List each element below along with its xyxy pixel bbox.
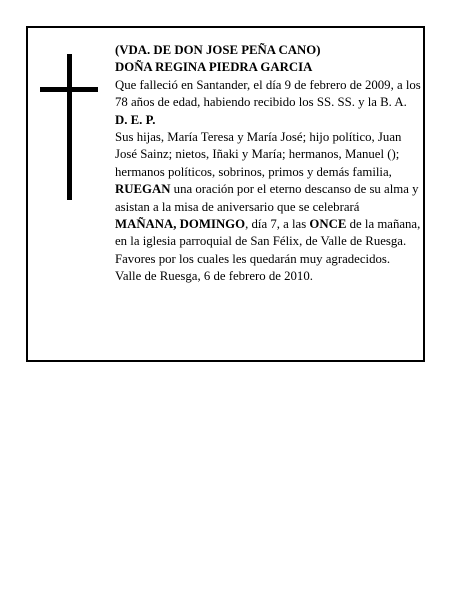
widow-line: (VDA. DE DON JOSE PEÑA CANO) (115, 43, 321, 57)
cross-icon (40, 54, 98, 200)
location-text: de la mañana, en la iglesia parroquial de San Félix, de Valle de Ruesga. Favores por los cuales les quedarán muy agradecidos. (115, 217, 421, 266)
deceased-name: DOÑA REGINA PIEDRA GARCIA (115, 60, 313, 75)
hour-word: ONCE (309, 217, 347, 232)
obituary-notice (26, 26, 425, 362)
request-text: una oración por el eterno descanso de su alma y asistan a la misa de aniversario que se celebrará (115, 182, 419, 214)
day-phrase: MAÑANA, DOMINGO (115, 217, 246, 232)
place-date: Valle de Ruesga, 6 de febrero de 2010. (115, 269, 313, 284)
notice-body (115, 42, 421, 286)
family-paragraph (115, 129, 421, 268)
cross-horizontal-beam (40, 87, 98, 92)
death-info: Que falleció en Santander, el día 9 de febrero de 2009, a los 78 años de edad, habiendo recibido los SS. SS. y la B. A. (115, 77, 421, 110)
request-word: RUEGAN (115, 182, 171, 197)
date-text: , día 7, a las (245, 217, 307, 232)
cross-vertical-beam (67, 54, 72, 200)
family-text: Sus hijas, María Teresa y María José; hijo político, Juan José Sainz; nietos, Iñaki y María; hermanos, Manuel (); hermanos políticos, sobrinos, primos y demás familia, (115, 130, 402, 179)
rip-line: D. E. P. (115, 112, 156, 127)
